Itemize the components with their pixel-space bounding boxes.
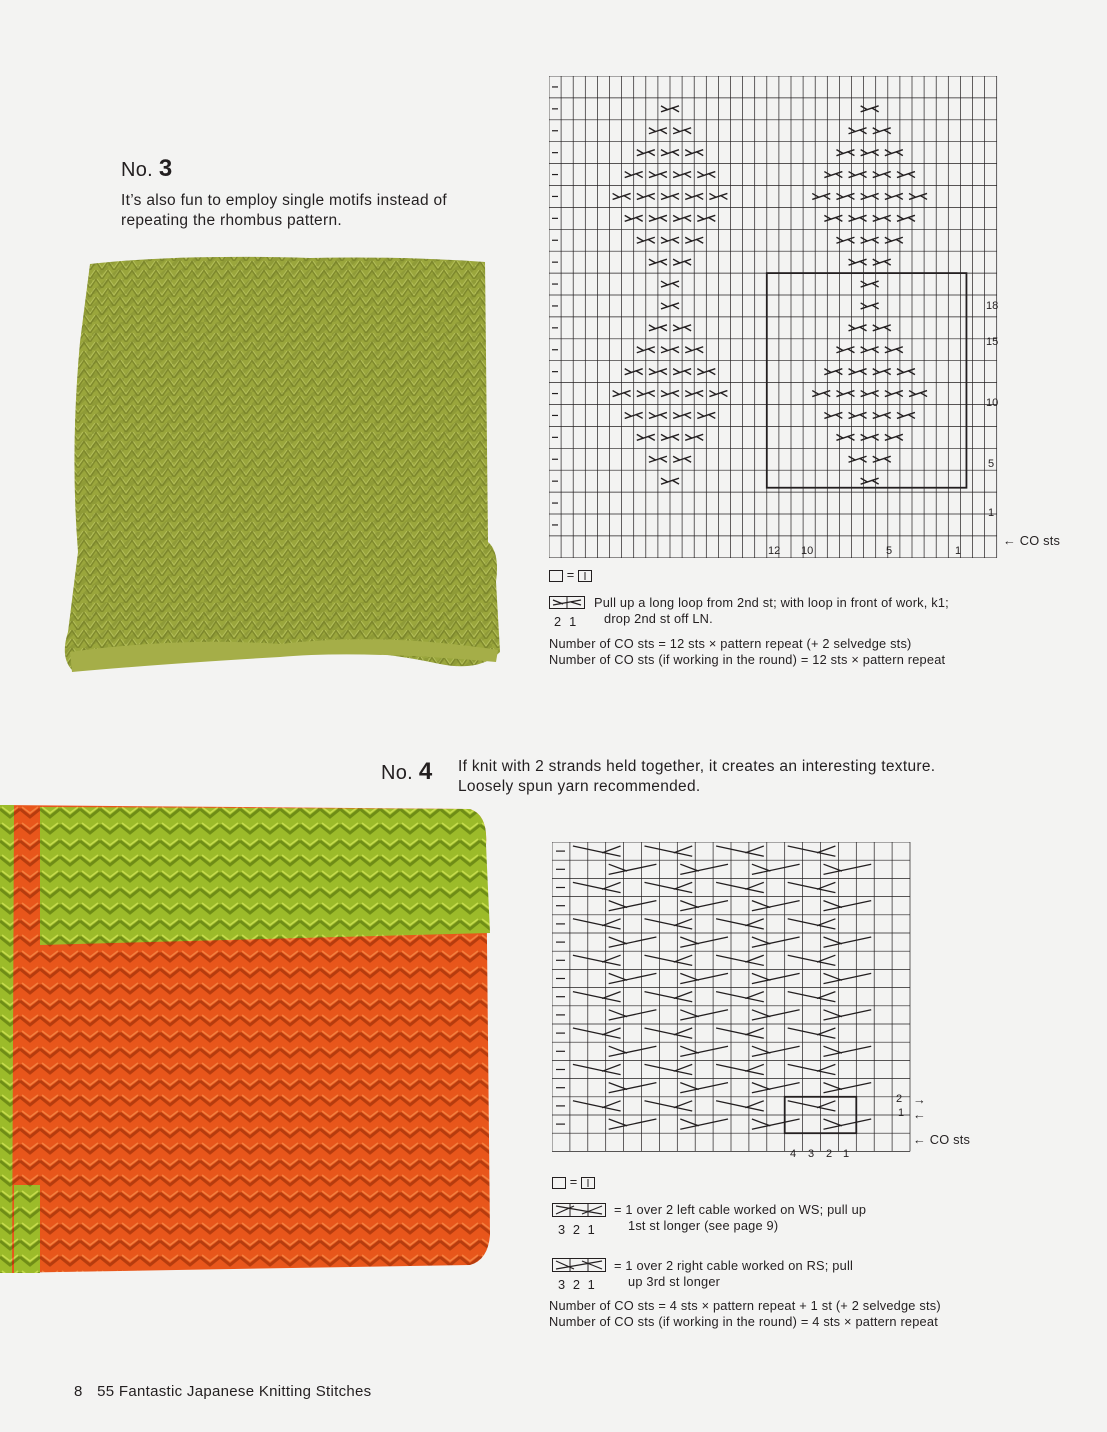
section3-row-label-18: 18 bbox=[986, 300, 999, 312]
section4-number: 4 bbox=[418, 758, 433, 785]
section3-legend-text bbox=[594, 595, 994, 627]
right-cable-mark bbox=[609, 901, 657, 911]
left-cable-mark bbox=[645, 955, 693, 965]
section3-row-label-15: 15 bbox=[986, 336, 999, 348]
right-cable-mark bbox=[752, 937, 800, 947]
right-cable-mark bbox=[680, 1083, 728, 1093]
left-cable-mark bbox=[716, 1028, 764, 1038]
left-cable-mark bbox=[645, 919, 693, 929]
right-cable-mark bbox=[824, 864, 872, 874]
section4-stitch-label-1: 1 bbox=[843, 1148, 850, 1160]
section3-co-label: CO sts bbox=[1019, 533, 1061, 548]
left-cable-mark bbox=[788, 955, 836, 965]
section3-legend-symbol-numbers: 2 1 bbox=[554, 614, 577, 629]
section3-stitch-label-12: 12 bbox=[768, 545, 781, 557]
right-cable-mark bbox=[752, 1010, 800, 1020]
left-cable-mark bbox=[716, 955, 764, 965]
right-cable-mark bbox=[680, 901, 728, 911]
left-cable-mark bbox=[645, 846, 693, 856]
right-cable-mark bbox=[609, 937, 657, 947]
left-cable-mark bbox=[573, 992, 621, 1002]
right-cable-mark bbox=[824, 973, 872, 983]
right-cable-mark bbox=[680, 1046, 728, 1056]
section4-note-line2: Number of CO sts (if working in the round) = 4 sts × pattern repeat bbox=[549, 1314, 938, 1329]
right-cable-mark bbox=[609, 864, 657, 874]
right-cable-mark bbox=[752, 1046, 800, 1056]
section4-legend2-numbers: 3 2 1 bbox=[558, 1277, 595, 1292]
left-cable-mark bbox=[645, 992, 693, 1002]
left-cable-mark bbox=[716, 1064, 764, 1074]
left-cable-mark bbox=[788, 1101, 836, 1111]
left-cable-mark bbox=[573, 1101, 621, 1111]
section4-legend2-line2: up 3rd st longer bbox=[628, 1274, 721, 1289]
left-cable-mark bbox=[573, 955, 621, 965]
section4-legend2-symbol bbox=[552, 1258, 606, 1293]
section3-number: 3 bbox=[158, 155, 173, 182]
right-cable-mark bbox=[680, 937, 728, 947]
right-cable-mark bbox=[609, 1119, 657, 1129]
section3-legend-text-line2: drop 2nd st off LN. bbox=[604, 611, 713, 626]
left-cable-mark bbox=[573, 882, 621, 892]
section3-legend-text-line1: Pull up a long loop from 2nd st; with loop in front of work, k1; bbox=[594, 595, 949, 610]
section4-legend1-line2: 1st st longer (see page 9) bbox=[628, 1218, 779, 1233]
section4-description-line1: If knit with 2 strands held together, it creates an interesting texture. bbox=[458, 758, 936, 775]
right-cable-mark bbox=[824, 1119, 872, 1129]
section4-legend1-numbers: 3 2 1 bbox=[558, 1222, 595, 1237]
right-cable-mark bbox=[752, 1119, 800, 1129]
right-cable-mark bbox=[824, 1010, 872, 1020]
right-cable-mark bbox=[680, 973, 728, 983]
section3-description-line2: repeating the rhombus pattern. bbox=[121, 212, 342, 229]
left-cable-mark bbox=[788, 846, 836, 856]
left-cable-mark bbox=[716, 1101, 764, 1111]
section4-heading bbox=[381, 758, 433, 786]
section4-legend-blank bbox=[552, 1174, 595, 1190]
section3-notes bbox=[549, 636, 999, 668]
section4-notes bbox=[549, 1298, 1019, 1330]
section3-stitch-label-5: 5 bbox=[886, 545, 893, 557]
section4-legend2-text bbox=[614, 1258, 934, 1290]
page-footer bbox=[74, 1383, 371, 1400]
section3-legend-symbol bbox=[549, 596, 585, 630]
section3-co-pointer bbox=[1003, 533, 1060, 549]
section3-label-prefix: No. bbox=[121, 159, 154, 181]
left-cable-mark bbox=[716, 846, 764, 856]
section3-stitch-label-1: 1 bbox=[955, 545, 962, 557]
section3-legend-equals: = bbox=[566, 567, 575, 582]
section4-stitch-label-3: 3 bbox=[808, 1148, 815, 1160]
left-cable-mark bbox=[788, 1028, 836, 1038]
section4-co-pointer bbox=[913, 1132, 970, 1148]
section4-label-prefix: No. bbox=[381, 762, 414, 784]
right-cable-mark bbox=[752, 1083, 800, 1093]
section3-description bbox=[121, 191, 501, 231]
right-cable-mark bbox=[680, 1010, 728, 1020]
left-cable-icon bbox=[552, 1203, 606, 1217]
left-cable-mark bbox=[788, 1064, 836, 1074]
section4-description-line2: Loosely spun yarn recommended. bbox=[458, 778, 701, 795]
left-cable-mark bbox=[645, 1101, 693, 1111]
long-loop-stitch-icon bbox=[549, 596, 585, 609]
page-number: 8 bbox=[74, 1383, 83, 1400]
left-cable-mark bbox=[788, 992, 836, 1002]
section3-heading bbox=[121, 155, 173, 183]
right-cable-mark bbox=[752, 901, 800, 911]
section4-note-line1: Number of CO sts = 4 sts × pattern repeat + 1 st (+ 2 selvedge sts) bbox=[549, 1298, 941, 1313]
left-cable-mark bbox=[716, 992, 764, 1002]
right-cable-mark bbox=[609, 973, 657, 983]
section3-chart bbox=[549, 76, 999, 558]
right-cable-mark bbox=[609, 1046, 657, 1056]
knit-symbol-icon bbox=[581, 1177, 595, 1189]
arrow-left-icon: ← bbox=[913, 1132, 926, 1147]
left-cable-mark bbox=[573, 919, 621, 929]
left-cable-mark bbox=[716, 882, 764, 892]
right-cable-mark bbox=[680, 1119, 728, 1129]
section4-legend1-text bbox=[614, 1202, 934, 1234]
section3-row-label-5: 5 bbox=[988, 458, 995, 470]
section3-legend-blank bbox=[549, 567, 592, 583]
left-cable-mark bbox=[645, 882, 693, 892]
arrow-left-icon: ← bbox=[1003, 533, 1016, 548]
left-cable-mark bbox=[573, 846, 621, 856]
section4-legend1-line1: = 1 over 2 left cable worked on WS; pull up bbox=[614, 1202, 867, 1217]
empty-square-icon bbox=[549, 570, 563, 582]
knit-symbol-icon bbox=[578, 570, 592, 582]
section4-co-label: CO sts bbox=[929, 1132, 971, 1147]
left-cable-mark bbox=[645, 1064, 693, 1074]
section4-legend-equals: = bbox=[569, 1174, 578, 1189]
right-cable-mark bbox=[824, 1083, 872, 1093]
left-cable-mark bbox=[645, 1028, 693, 1038]
left-cable-mark bbox=[788, 882, 836, 892]
section4-row-arrows bbox=[913, 1092, 926, 1122]
empty-square-icon bbox=[552, 1177, 566, 1189]
section4-description bbox=[458, 757, 1018, 797]
right-cable-mark bbox=[609, 1083, 657, 1093]
book-title: 55 Fantastic Japanese Knitting Stitches bbox=[97, 1383, 372, 1400]
section3-note-line1: Number of CO sts = 12 sts × pattern repeat (+ 2 selvedge sts) bbox=[549, 636, 912, 651]
section4-legend2-line1: = 1 over 2 right cable worked on RS; pull bbox=[614, 1258, 854, 1273]
chart3-grid bbox=[549, 76, 997, 558]
arrow-right-icon: → bbox=[913, 1092, 926, 1107]
section3-stitch-label-10: 10 bbox=[801, 545, 814, 557]
section4-swatch-image bbox=[0, 805, 500, 1275]
right-cable-icon bbox=[552, 1258, 606, 1272]
section3-swatch-image bbox=[60, 252, 510, 684]
right-cable-mark bbox=[609, 1010, 657, 1020]
section4-row-label-1: 1 bbox=[898, 1107, 905, 1119]
section4-stitch-label-4: 4 bbox=[790, 1148, 797, 1160]
section3-row-label-10: 10 bbox=[986, 397, 999, 409]
left-cable-mark bbox=[573, 1064, 621, 1074]
right-cable-mark bbox=[752, 864, 800, 874]
right-cable-mark bbox=[752, 973, 800, 983]
section4-legend1-symbol bbox=[552, 1203, 606, 1238]
right-cable-mark bbox=[824, 937, 872, 947]
right-cable-mark bbox=[680, 864, 728, 874]
section4-chart bbox=[552, 842, 912, 1162]
section4-row-label-2: 2 bbox=[896, 1093, 903, 1105]
section3-description-line1: It’s also fun to employ single motifs instead of bbox=[121, 192, 447, 209]
left-cable-mark bbox=[573, 1028, 621, 1038]
left-cable-mark bbox=[788, 919, 836, 929]
right-cable-mark bbox=[824, 1046, 872, 1056]
arrow-left-icon: ← bbox=[913, 1107, 926, 1122]
section3-row-label-1: 1 bbox=[988, 507, 995, 519]
section4-stitch-label-2: 2 bbox=[826, 1148, 833, 1160]
section3-note-line2: Number of CO sts (if working in the round) = 12 sts × pattern repeat bbox=[549, 652, 946, 667]
right-cable-mark bbox=[824, 901, 872, 911]
left-cable-mark bbox=[716, 919, 764, 929]
